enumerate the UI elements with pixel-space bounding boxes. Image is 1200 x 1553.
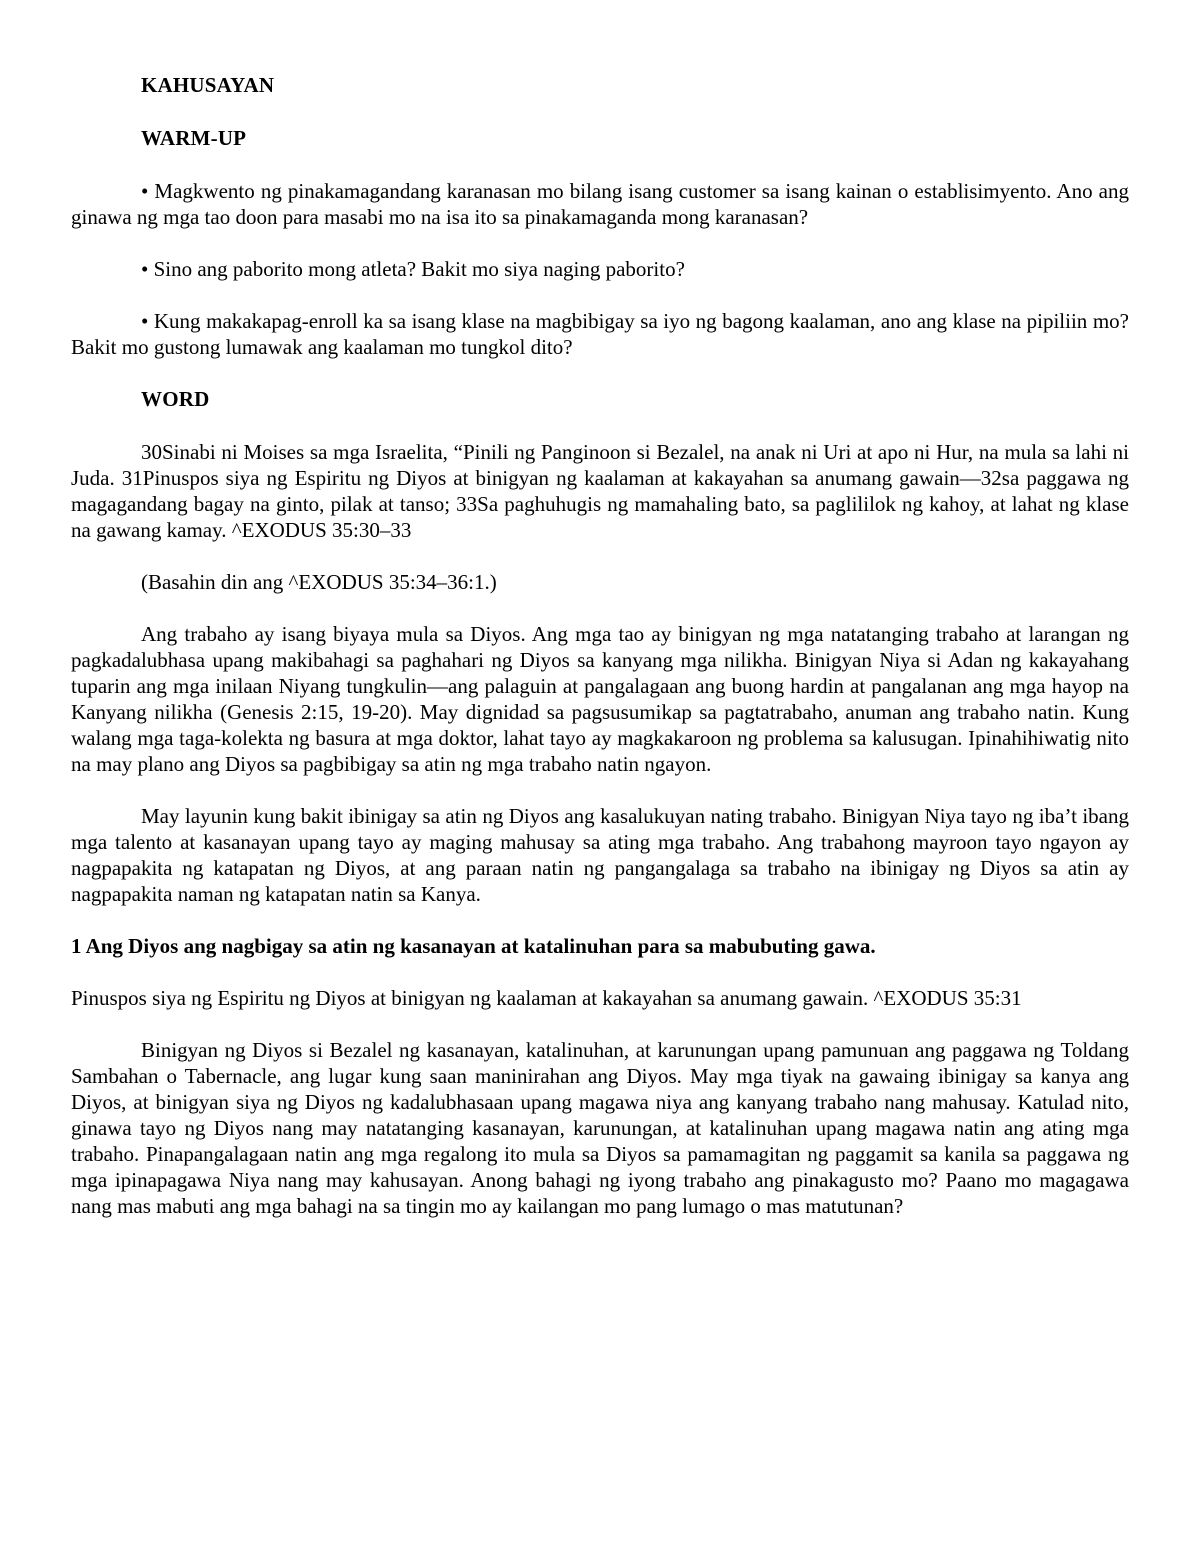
scripture-passage: 30Sinabi ni Moises sa mga Israelita, “Pinili ng Panginoon si Bezalel, na anak ni Uri at apo ni Hur, na mula sa lahi ni Juda. 31Pinuspos siya ng Espiritu ng Diyos at binigyan ng kaalaman at kakayahan sa anumang gawain—32sa paggawa ng magagandang bagay na ginto, pilak at tanso; 33Sa paghuhugis ng mamahaling bato, sa paglililok ng kahoy, at lahat ng klase na gawang kamay. ^EXODUS 35:30–33 — [71, 440, 1129, 542]
section-1-verse: Pinuspos siya ng Espiritu ng Diyos at binigyan ng kaalaman at kakayahan sa anumang gawain. ^EXODUS 35:31 — [71, 986, 1022, 1010]
also-read-reference: (Basahin din ang ^EXODUS 35:34–36:1.) — [141, 570, 497, 594]
word-paragraph-1: Ang trabaho ay isang biyaya mula sa Diyos. Ang mga tao ay binigyan ng mga natatanging trabaho at larangan ng pagkadalubhasa upang makibahagi sa paghahari ng Diyos sa kanyang mga nilikha. Binigyan Niya si Adan ng kakayahang tuparin ang mga inilaan Niyang tungkulin—ang palaguin at pangalagaan ang buong hardin at pangalanan ang mga hayop na Kanyang nilikha (Genesis 2:15, 19-20). May dignidad sa pagsusumikap sa pagtatrabaho, anuman ang trabaho natin. Kung walang mga taga-kolekta ng basura at mga doktor, lahat tayo ay magkakaroon ng problema sa kalusugan. Ipinahihiwatig nito na may plano ang Diyos sa pagbibigay sa atin ng mga trabaho natin ngayon. — [71, 622, 1129, 776]
warmup-question-1: • Magkwento ng pinakamagandang karanasan mo bilang isang customer sa isang kainan o establisimyento. Ano ang ginawa ng mga tao doon para masabi mo na isa ito sa pinakamaganda mong karanasan? — [71, 179, 1129, 229]
section-1-body: Binigyan ng Diyos si Bezalel ng kasanayan, katalinuhan, at karunungan upang pamunuan ang paggawa ng Toldang Sambahan o Tabernacle, ang lugar kung saan maninirahan ang Diyos. May mga tiyak na gawaing ibinigay sa kanya ang Diyos, at binigyan siya ng Diyos ng kadalubhasaan upang magawa niya ang kanyang trabaho nang mahusay. Katulad nito, ginawa tayo ng Diyos nang may natatanging kasanayan, karunungan, at katalinuhan upang magawa natin ang ating mga trabaho. Pinapangalagaan natin ang mga regalong ito mula sa Diyos sa pamamagitan ng paggamit sa kanila sa paggawa ng mga ipinapagawa Niya nang may kahusayan. Anong bahagi ng iyong trabaho ang pinakagusto mo? Paano mo magagawa nang mas mabuti ang mga bahagi na sa tingin mo ay kailangan mo pang lumago o mas matutunan? — [71, 1038, 1129, 1218]
heading-warmup: WARM-UP — [141, 126, 247, 150]
document-content — [71, 72, 1129, 1245]
section-1-heading: 1 Ang Diyos ang nagbigay sa atin ng kasanayan at katalinuhan para sa mabubuting gawa. — [71, 934, 876, 958]
heading-word: WORD — [141, 387, 210, 411]
title-kahusayan: KAHUSAYAN — [141, 73, 275, 97]
warmup-question-3: • Kung makakapag-enroll ka sa isang klase na magbibigay sa iyo ng bagong kaalaman, ano ang klase na pipiliin mo? Bakit mo gustong lumawak ang kaalaman mo tungkol dito? — [71, 309, 1129, 359]
word-paragraph-2: May layunin kung bakit ibinigay sa atin ng Diyos ang kasalukuyan nating trabaho. Binigyan Niya tayo ng iba’t ibang mga talento at kasanayan upang tayo ay maging mahusay sa ating mga trabaho. Ang trabahong mayroon tayo ngayon ay nagpapakita ng katapatan ng Diyos, at ang paraan natin ng pangangalaga sa trabaho na ibinigay ng Diyos sa atin ay nagpapakita naman ng katapatan natin sa Kanya. — [71, 804, 1129, 906]
warmup-question-2: • Sino ang paborito mong atleta? Bakit mo siya naging paborito? — [141, 257, 685, 281]
